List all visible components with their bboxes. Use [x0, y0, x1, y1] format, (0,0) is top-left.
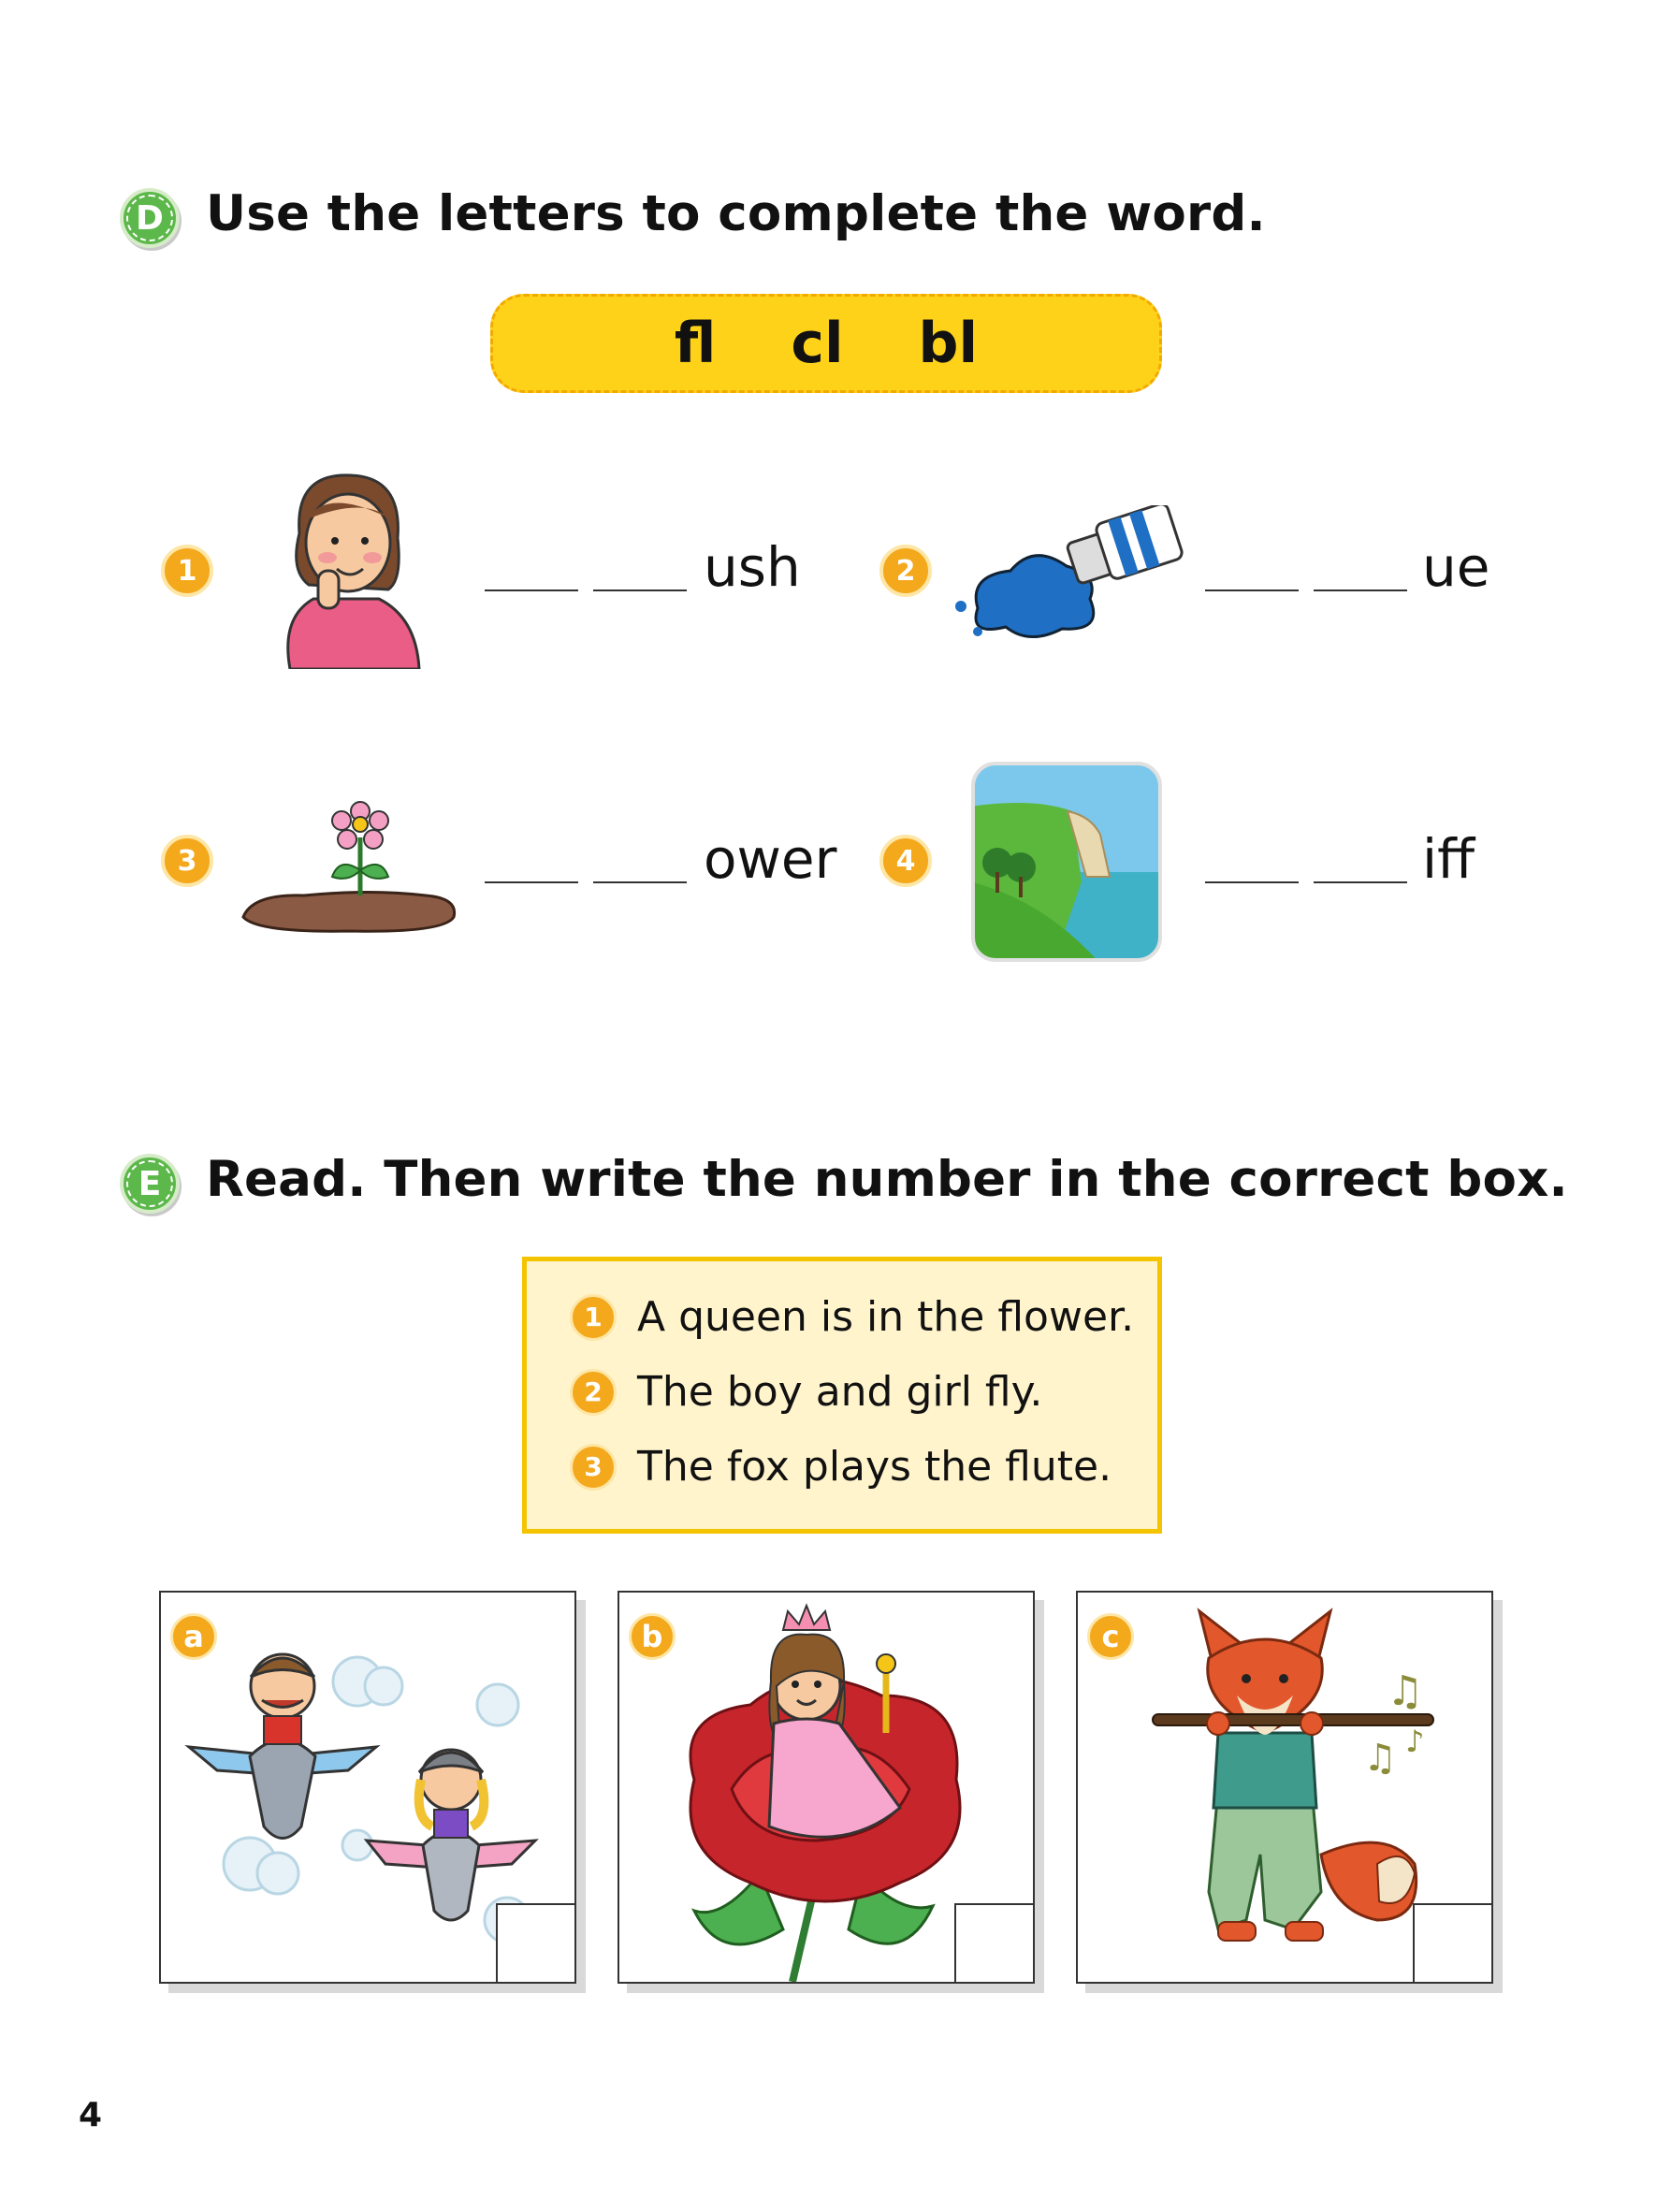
item-4-blank-2[interactable] — [1314, 881, 1407, 883]
svg-text:♫: ♫ — [1363, 1737, 1397, 1780]
flower-sprout-picture — [239, 791, 458, 936]
item-4-ending: iff — [1422, 827, 1475, 891]
sentence-3-number: 3 — [570, 1444, 617, 1491]
letter-option-fl: fl — [674, 311, 717, 376]
picture-card-b — [618, 1591, 1035, 1984]
sentence-3 — [570, 1443, 1112, 1491]
sentence-3-text: The fox plays the flute. — [637, 1443, 1112, 1491]
card-a-letter: a — [170, 1613, 217, 1660]
item-4-number: 4 — [879, 835, 932, 887]
item-1-blank-2[interactable] — [593, 589, 687, 591]
item-2-number: 2 — [879, 545, 932, 597]
svg-text:♪: ♪ — [1405, 1724, 1425, 1759]
item-3-blank-2[interactable] — [593, 881, 687, 883]
girl-blushing-picture — [262, 468, 430, 669]
sentence-1-text: A queen is in the flower. — [637, 1293, 1135, 1341]
item-4-blank-1[interactable] — [1205, 881, 1299, 883]
letter-option-bl: bl — [918, 311, 979, 376]
section-e-badge — [120, 1154, 180, 1214]
page-number: 4 — [79, 2096, 103, 2134]
card-b-letter: b — [629, 1613, 676, 1660]
sentence-box — [522, 1257, 1162, 1534]
sentence-2-number: 2 — [570, 1369, 617, 1416]
picture-card-a — [159, 1591, 576, 1984]
sentence-1-number: 1 — [570, 1294, 617, 1341]
picture-card-c — [1076, 1591, 1493, 1984]
item-1-ending: ush — [704, 535, 801, 599]
sea-cliff-picture — [969, 760, 1164, 964]
section-d-instruction: Use the letters to complete the word. — [206, 185, 1266, 242]
item-1-number: 1 — [161, 545, 213, 597]
section-d-badge — [120, 188, 180, 248]
section-e-letter: E — [126, 1160, 173, 1207]
item-3-blank-1[interactable] — [485, 881, 578, 883]
sentence-1 — [570, 1293, 1134, 1341]
sentence-2-text: The boy and girl fly. — [637, 1368, 1043, 1416]
item-1-blank-1[interactable] — [485, 589, 578, 591]
section-d-letter: D — [126, 195, 173, 241]
svg-text:♫: ♫ — [1387, 1667, 1424, 1715]
card-b-answer-box[interactable] — [954, 1903, 1035, 1984]
section-e-instruction: Read. Then write the number in the correct box. — [206, 1151, 1568, 1208]
item-3-number: 3 — [161, 835, 213, 887]
glue-tube-picture — [950, 505, 1188, 646]
item-2-blank-2[interactable] — [1314, 589, 1407, 591]
letter-option-cl: cl — [791, 311, 844, 376]
card-c-answer-box[interactable] — [1413, 1903, 1493, 1984]
card-c-letter: c — [1087, 1613, 1134, 1660]
item-3-ending: ower — [704, 827, 837, 891]
item-2-ending: ue — [1422, 535, 1490, 599]
item-2-blank-1[interactable] — [1205, 589, 1299, 591]
sentence-2 — [570, 1368, 1042, 1416]
letters-bar — [490, 294, 1162, 393]
card-a-answer-box[interactable] — [496, 1903, 576, 1984]
